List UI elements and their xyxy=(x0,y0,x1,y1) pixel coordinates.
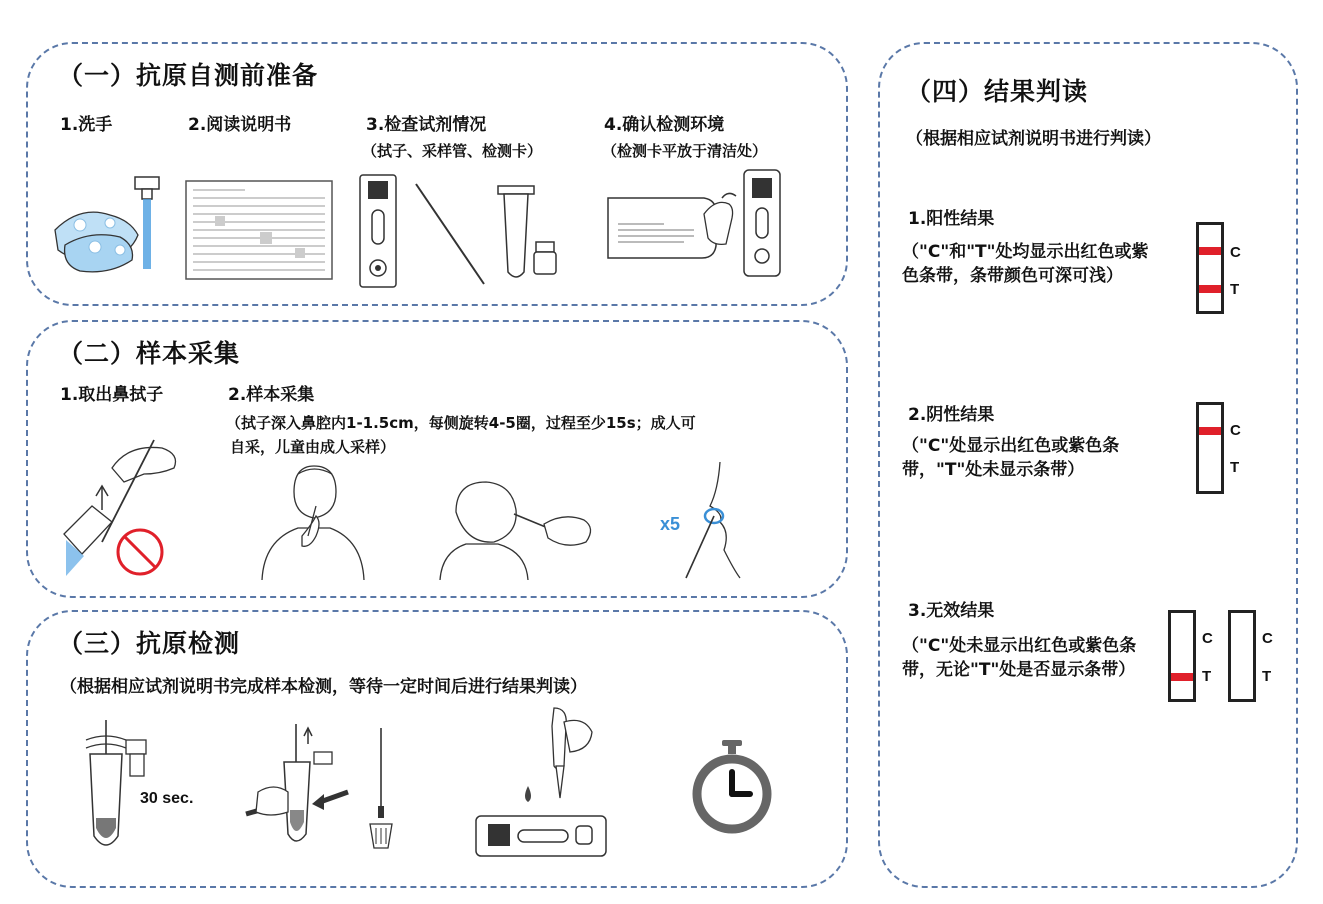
step-read-manual-label: 2.阅读说明书 xyxy=(188,115,292,135)
child-sampling-illustration xyxy=(436,472,606,580)
result-negative-desc: （"C"处显示出红色或紫色条带，"T"处未显示条带） xyxy=(902,436,1120,480)
c-marker: C xyxy=(1230,244,1241,261)
test-strip-invalid-blank xyxy=(1228,610,1256,702)
t-marker: T xyxy=(1230,459,1240,476)
test-kit-illustration xyxy=(358,172,568,290)
step-wash-hands-label: 1.洗手 xyxy=(60,115,113,135)
instruction-manual-illustration xyxy=(185,180,333,280)
c-marker: C xyxy=(1262,630,1273,647)
t-marker: T xyxy=(1202,668,1212,685)
adult-self-sampling-illustration xyxy=(258,462,368,580)
timer-seconds-label: 30 sec. xyxy=(140,790,194,807)
test-environment-illustration xyxy=(604,168,794,280)
section2-title: （二）样本采集 xyxy=(58,339,241,368)
nostril-rotation-illustration xyxy=(680,460,750,580)
section3-title: （三）抗原检测 xyxy=(58,629,241,658)
dropper-cap-illustration xyxy=(366,726,396,852)
test-band xyxy=(1171,673,1193,681)
result-positive-label: 1.阳性结果 xyxy=(908,209,995,229)
test-strip-negative xyxy=(1196,402,1224,494)
t-marker: T xyxy=(1262,668,1272,685)
test-strip-positive xyxy=(1196,222,1224,314)
step-environment-note: （检测卡平放于清洁处） xyxy=(602,142,768,160)
test-band xyxy=(1199,285,1221,293)
test-strip-invalid-t-only xyxy=(1168,610,1196,702)
section4-note: （根据相应试剂说明书进行判读） xyxy=(906,129,1161,149)
squeeze-tube-illustration xyxy=(244,722,354,852)
result-negative-label: 2.阴性结果 xyxy=(908,405,995,425)
c-marker: C xyxy=(1202,630,1213,647)
c-marker: C xyxy=(1230,422,1241,439)
timer-icon xyxy=(690,738,774,836)
step-check-kit-note: （拭子、采样管、检测卡） xyxy=(362,142,543,160)
step-sample-collection-label: 2.样本采集 xyxy=(228,385,315,405)
sampling-note-line2: 自采，儿童由成人采样） xyxy=(230,438,396,456)
section3-note: （根据相应试剂说明书完成样本检测，等待一定时间后进行结果判读） xyxy=(60,677,587,697)
step-take-swab-label: 1.取出鼻拭子 xyxy=(60,385,164,405)
step-check-kit-label: 3.检查试剂情况 xyxy=(366,115,487,135)
section4-title: （四）结果判读 xyxy=(906,77,1089,106)
hand-washing-illustration xyxy=(50,175,170,285)
take-swab-illustration xyxy=(62,430,192,578)
sampling-note-line1: （拭子深入鼻腔内1-1.5cm，每侧旋转4-5圈，过程至少15s；成人可 xyxy=(226,414,696,432)
control-band xyxy=(1199,247,1221,255)
result-invalid-desc: （"C"处未显示出红色或紫色条带，无论"T"处是否显示条带） xyxy=(902,636,1137,680)
t-marker: T xyxy=(1230,281,1240,298)
result-positive-desc: （"C"和"T"处均显示出红色或紫色条带，条带颜色可深可浅） xyxy=(902,242,1149,286)
result-invalid-label: 3.无效结果 xyxy=(908,601,995,621)
swab-rotation-tube-illustration xyxy=(80,718,160,856)
step-environment-label: 4.确认检测环境 xyxy=(604,115,725,135)
add-sample-card-illustration xyxy=(472,706,612,858)
control-band xyxy=(1199,427,1221,435)
rotation-count-label: x5 xyxy=(660,514,681,534)
section1-title: （一）抗原自测前准备 xyxy=(58,61,319,90)
